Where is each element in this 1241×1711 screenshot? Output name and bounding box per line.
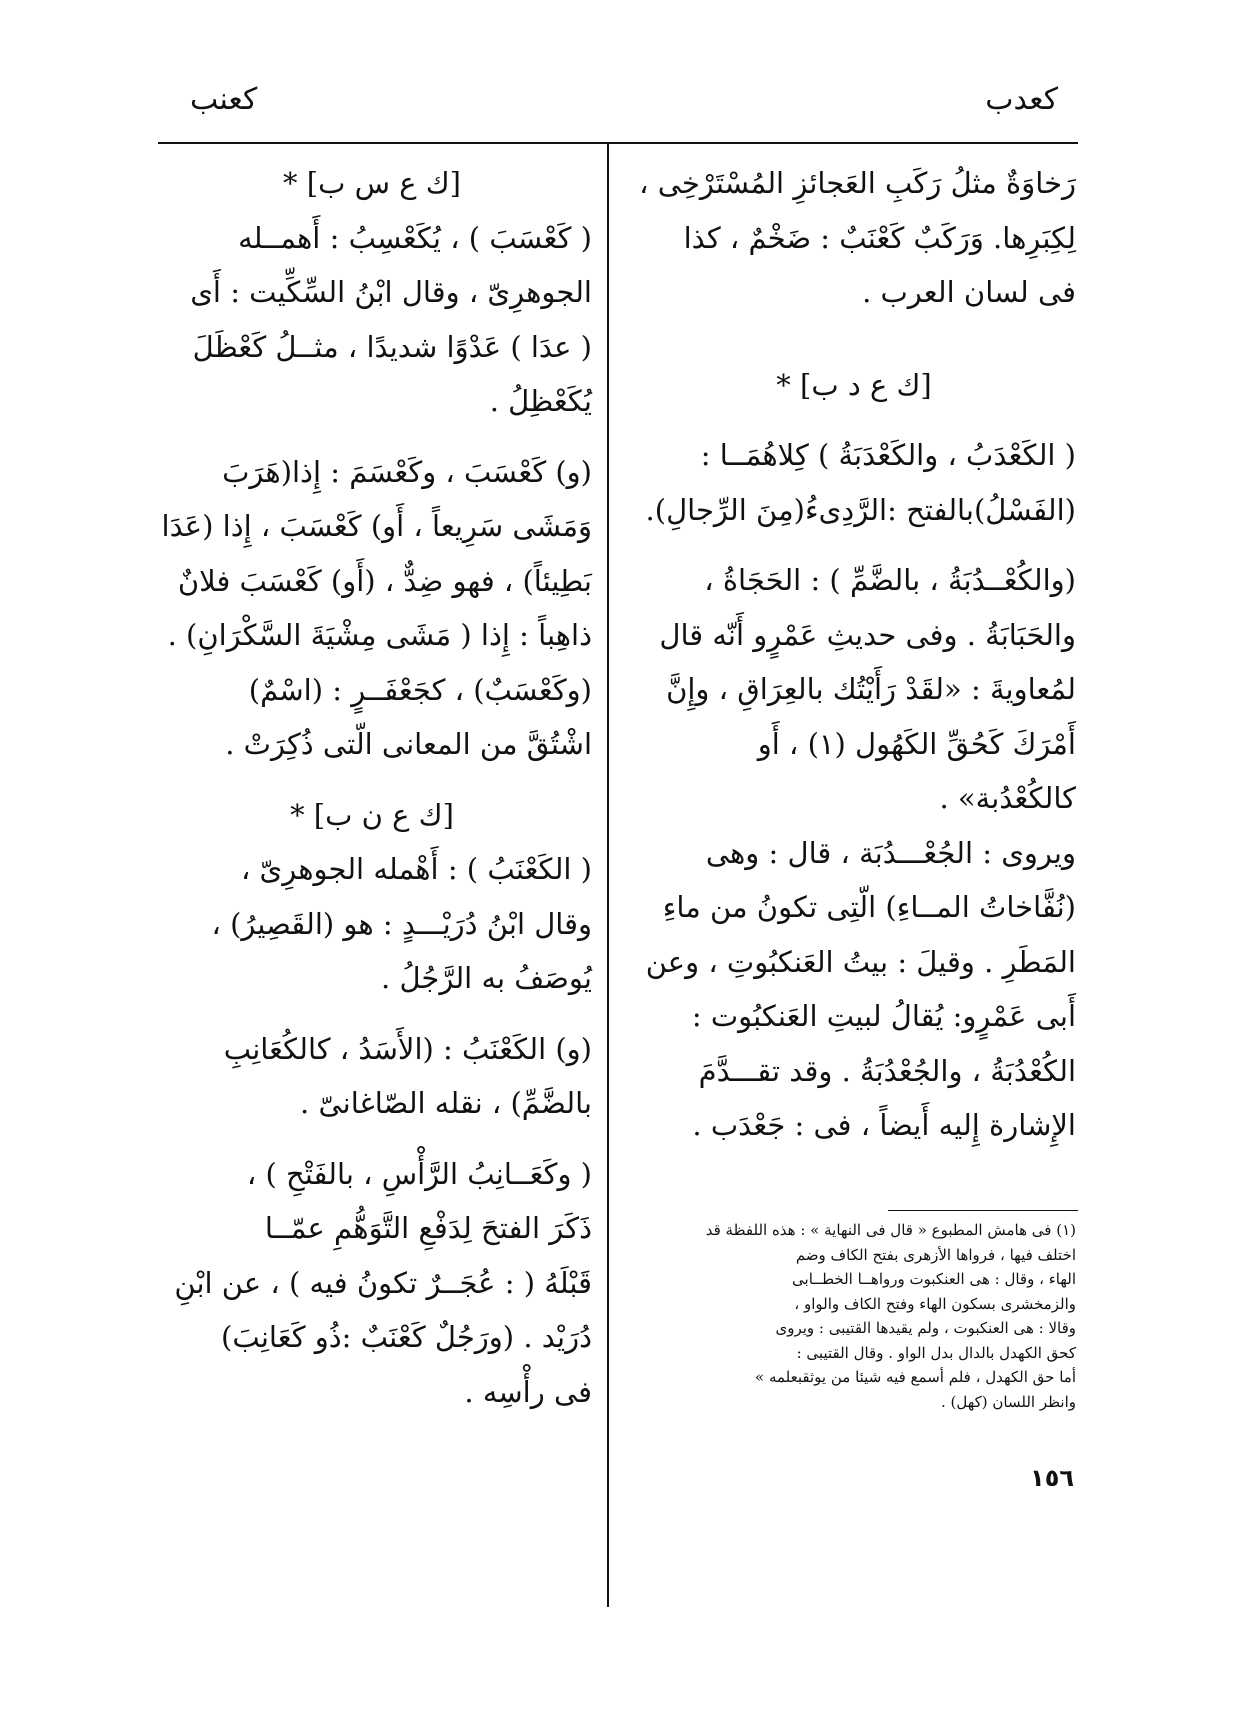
text-line: أَبى عَمْرٍو: يُقالُ لبيتِ العَنكبُوت : [691, 999, 1076, 1033]
text-line: الكُعْدُبَةُ ، والجُعْدُبَةُ . وقد تقـــدَّمَ [698, 1053, 1076, 1088]
text-line: ذَكَرَ الفتحَ لِدَفْعِ التَّوَهُّمِ عمّــا [264, 1211, 592, 1245]
entry-heading: [ك ع ن ب] * [290, 797, 454, 832]
column-divider [607, 142, 609, 1607]
text-line: بالضَّمِّ) ، نقله الصّاغانىّ . [300, 1086, 592, 1120]
text-line: أَمْرَكَ كَحُقِّ الكَهُول (١) ، أَو كالكُعْدُبة» . [757, 726, 1076, 815]
text-line: والحَبَابَةُ . وفى حديثِ عَمْرٍو أَنّه قال [659, 617, 1076, 652]
text-line: اشْتُقَّ من المعانى الّتى ذُكِرَتْ . [225, 727, 592, 761]
footnote-line: والزمخشرى بسكون الهاء وفتح الكاف والواو ، [794, 1294, 1076, 1313]
text-line: ( كَعْسَبَ ) ، يُكَعْسِبُ : أَهمــله [238, 220, 592, 255]
footnote-line: وقالا : هى العنكبوت ، ولم يقيدها القتيبى : ويروى [775, 1319, 1076, 1337]
text-line: بَطِيئاً) ، فهو ضِدٌّ ، (أَو) كَعْسَبَ فلانٌ [177, 563, 592, 598]
entry-heading: [ك ع د ب] * [776, 367, 932, 402]
text-line: المَطَرِ . وقيلَ : بيتُ العَنكبُوتِ ، وعن [645, 944, 1076, 979]
text-line: ( وكَعَــانِبُ الرَّأْسِ ، بالفَتْحِ ) ، [246, 1156, 592, 1191]
footnote-line: (١) فى هامش المطبوع « قال فى النهاية » : هذه اللفظة قد [705, 1221, 1076, 1239]
left-column [152, 156, 592, 1419]
right-column [632, 156, 1076, 1153]
text-line: الجوهرِىّ ، وقال ابْنُ السِّكِّيت : أَى [190, 275, 592, 309]
footnote-line: كحق الكهدل بالدال بدل الواو . وقال القتيبى : [796, 1343, 1076, 1362]
text-line: فى لسان العرب . [862, 275, 1076, 309]
running-header-right: كعدب [985, 82, 1058, 117]
text-line: ويروى : الجُعْـــدُبَة ، قال : وهى [705, 835, 1076, 870]
text-line: ذاهِباً : إِذا ( مَشَى مِشْيَةَ السَّكْرَانِ) . [167, 618, 592, 652]
text-line: الإِشارة إِليه أَيضاً ، فى : جَعْدَب . [692, 1108, 1076, 1142]
text-line: (وكَعْسَبٌ) ، كجَعْفَــرٍ : (اسْمٌ) [248, 672, 592, 707]
footnote [660, 1218, 1076, 1414]
running-header-left: كعنب [190, 82, 258, 117]
text-line: قَبْلَهُ ( : عُجَــرٌ تكونُ فيه ) ، عن ابْنِ [174, 1265, 592, 1300]
text-line: ( الكَعْنَبُ ) : أَهْمله الجوهرِىّ ، [240, 852, 592, 886]
footnote-line: وانظر اللسان (كهل) . [940, 1392, 1076, 1411]
text-line: (و) كَعْسَبَ ، وكَعْسَمَ : إِذا(هَرَبَ [222, 454, 592, 489]
header-rule [158, 142, 1078, 144]
text-line: ( الكَعْدَبُ ، والكَعْدَبَةُ ) كِلاهُمَــا : [700, 438, 1076, 472]
text-line: ( عدَا ) عَدْوًا شديدًا ، مثــلُ كَعْظَلَ [192, 329, 592, 364]
text-line: رَخاوَةٌ مثلُ رَكَبِ العَجائزِ المُسْتَرْخِى ، [639, 166, 1076, 200]
text-line: دُرَيْد . (ورَجُلٌ كَعْنَبٌ :ذُو كَعَانِبَ) [221, 1320, 592, 1354]
footnote-line: أما حق الكهدل ، فلم أسمع فيه شيئا من يوثقبعلمه » [755, 1368, 1076, 1386]
text-line: وَمَشَى سَرِيعاً ، أَو) كَعْسَبَ ، إِذا (عَدَا [161, 509, 592, 543]
text-line: لمُعاويةَ : «لقَدْ رَأَيْتُك بالعِرَاقِ ، وإِنَّ [666, 672, 1076, 706]
entry-heading: [ك ع س ب] * [283, 166, 461, 200]
text-line: (الفَسْلُ)بالفتح :الرَّدِىءُ(مِنَ الرِّجالِ). [645, 492, 1076, 527]
text-line: يُكَعْظِلُ . [489, 384, 592, 418]
text-line: لِكِبَرِها. وَرَكَبٌ كَعْنَبٌ : ضَخْمٌ ، كذا [683, 220, 1076, 255]
footnote-line: اختلف فيها ، فرواها الأزهرى بفتح الكاف وضم [795, 1245, 1076, 1264]
footnote-line: الهاء ، وقال : هى العنكبوت ورواهــا الخطــابى [792, 1270, 1076, 1288]
text-line: (و) الكَعْنَبُ : (الأَسَدُ ، كالكُعَانِبِ [223, 1031, 592, 1066]
text-line: وقال ابْنُ دُرَيْـــدٍ : هو (القَصِيرُ) ، [211, 906, 592, 941]
text-line: فى رأْسِه . [464, 1374, 592, 1409]
text-line: (والكُعْــدُبَةُ ، بالضَّمِّ ) : الحَجَاةُ ، [704, 563, 1076, 597]
page-number: ١٥٦ [1030, 1464, 1074, 1492]
text-line: (نُفَّاخاتُ المــاءِ) الّتِى تكونُ من ماءِ [662, 890, 1076, 924]
footnote-rule [888, 1210, 1078, 1211]
text-line: يُوصَفُ به الرَّجُلُ . [381, 961, 592, 995]
